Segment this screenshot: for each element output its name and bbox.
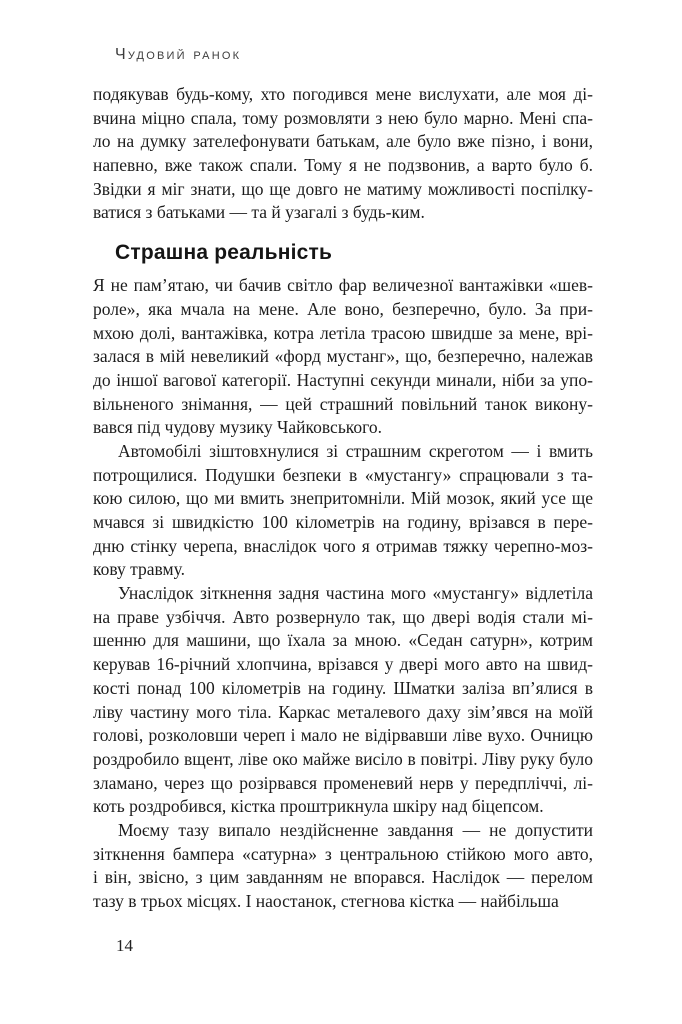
- text-line: вільненого знімання, — цей страшний повільний танок викону-: [93, 393, 593, 414]
- text-line: Я не пам’ятаю, чи бачив світло фар величезної вантажівки «шев-: [93, 275, 593, 296]
- text-line: залася в мій невеликий «форд мустанг», що, безперечно, належав: [93, 346, 593, 367]
- text-line: мхою долі, вантажівка, котра летіла трасою швидше за мене, врі-: [93, 322, 593, 343]
- text-line: зламано, через що розірвався променевий нерв у передпліччі, лі-: [93, 772, 593, 793]
- running-head: Чудовий ранок: [115, 46, 242, 63]
- text-line: потрощилися. Подушки безпеки в «мустангу» спрацювали з та-: [93, 464, 593, 485]
- text-line: до іншої вагової категорії. Наступні секунди минали, ніби за упо-: [93, 369, 593, 390]
- text-block: [93, 83, 593, 914]
- text-line: роле», яка мчала на мене. Але воно, безперечно, було. За при-: [93, 298, 593, 319]
- text-line: дню стінку черепа, внаслідок чого я отримав тяжку черепно-моз-: [93, 535, 593, 556]
- body-paragraph: [93, 274, 593, 440]
- text-line: Автомобілі зіштовхнулися зі страшним скреготом — і вмить: [118, 440, 593, 461]
- text-line: Моєму тазу випало нездійсненне завдання — не допустити: [118, 819, 593, 840]
- body-paragraph: [93, 440, 593, 582]
- text-line: Унаслідок зіткнення задня частина мого «мустангу» відлетіла: [118, 583, 593, 604]
- section-heading: Страшна реальність: [115, 241, 333, 265]
- text-line: мчався зі швидкістю 100 кілометрів на годину, врізався в пере-: [93, 512, 593, 532]
- body-paragraph: [93, 819, 593, 914]
- text-line: кості понад 100 кілометрів на годину. Шматки заліза вп’ялися в: [93, 677, 593, 698]
- text-line: подякував будь-кому, хто погодився мене вислухати, але моя ді-: [93, 84, 593, 104]
- text-line: на праве узбіччя. Авто розвернуло так, що двері водія стали мі-: [93, 606, 593, 627]
- text-line: Звідки я міг знати, що ще довго не матиму можливості поспілку-: [93, 178, 593, 199]
- text-line: тазу в трьох місцях. І наостанок, стегнова кістка — найбільша: [93, 891, 559, 911]
- text-line: коть роздробився, кістка проштрикнула шкіру над біцепсом.: [93, 796, 544, 817]
- body-paragraph: [93, 582, 593, 819]
- page-number: 14: [116, 936, 133, 955]
- text-line: кову травму.: [93, 559, 185, 580]
- text-line: ло на думку зателефонувати батькам, але було вже пізно, і вони,: [93, 131, 593, 152]
- text-line: ліву частину мого тіла. Каркас металевого даху зім’явся на моїй: [93, 701, 593, 722]
- text-line: шенню для машини, що їхала за мною. «Седан сатурн», котрим: [93, 630, 593, 651]
- text-line: голові, розколовши череп і мало не відірвавши ліве вухо. Очницю: [93, 725, 593, 746]
- text-line: вався під чудову музику Чайковського.: [93, 417, 383, 438]
- body-paragraph: [93, 83, 593, 225]
- text-line: зіткнення бампера «сатурна» з центральною стійкою мого авто,: [93, 843, 593, 864]
- text-line: вчина міцно спала, тому розмовляти з нею було марно. Мені спа-: [93, 107, 593, 128]
- text-line: ватися з батьками — та й узагалі з будь-ким.: [93, 202, 425, 223]
- text-line: керував 16-річний хлопчина, врізався у двері мого авто на швид-: [93, 654, 593, 675]
- text-line: і він, звісно, з цим завданням не впорався. Наслідок — перелом: [93, 867, 593, 888]
- text-line: напевно, вже також спали. Тому я не подзвонив, а варто було б.: [93, 155, 593, 176]
- text-line: кою силою, що ми вмить знепритомніли. Мій мозок, який усе ще: [93, 488, 593, 509]
- text-line: роздробило вщент, ліве око майже висіло в повітрі. Ліву руку було: [93, 748, 593, 769]
